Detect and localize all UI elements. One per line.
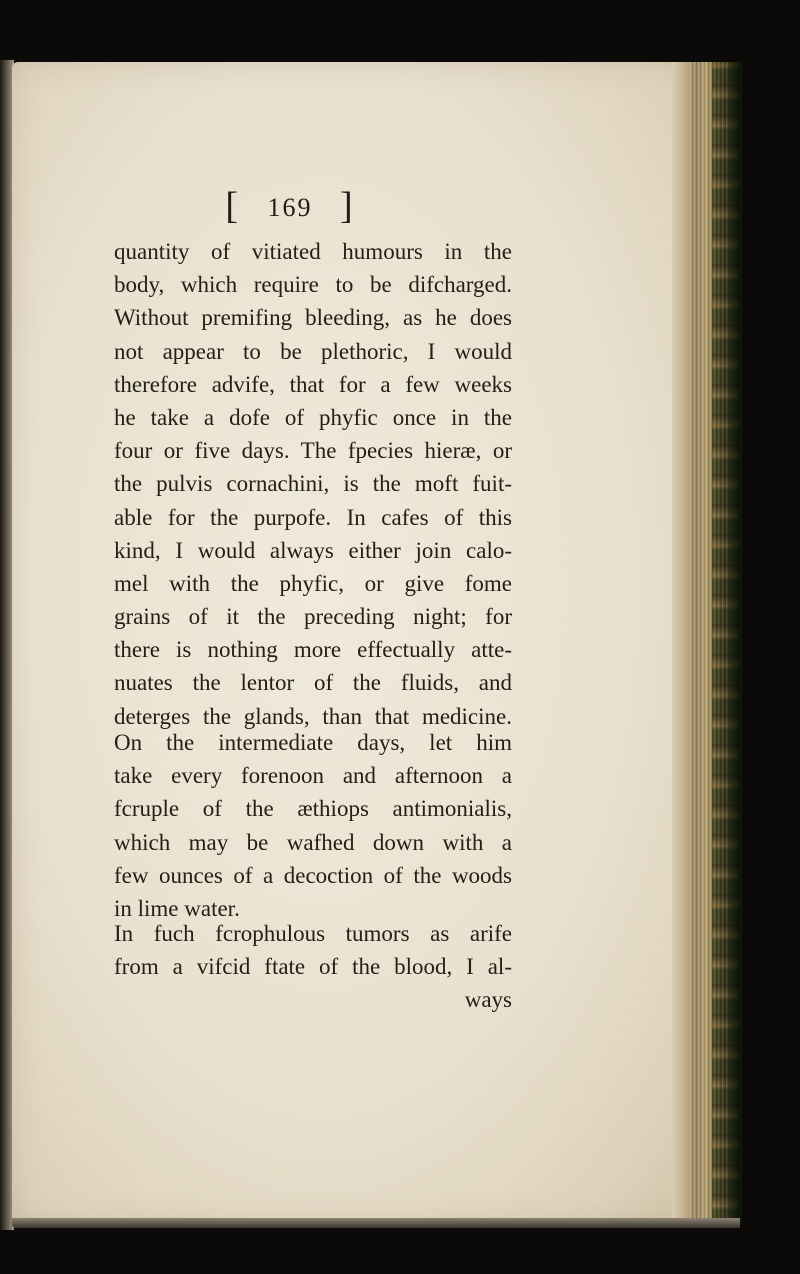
text-line: in lime water. xyxy=(114,895,240,921)
text-line: fcruple of the æthiops antimonialis, xyxy=(114,796,512,822)
text-line: grains of it the preceding night; for xyxy=(114,604,512,630)
text-line: body, which require to be difcharged. xyxy=(114,272,512,298)
paragraph-1 xyxy=(114,235,512,733)
text-line: few ounces of a decoction of the woods xyxy=(114,862,512,888)
text-line: there is nothing more effectually atte- xyxy=(114,637,512,663)
text-line: able for the purpofe. In cafes of this xyxy=(114,504,512,530)
text-line: kind, I would always either join calo- xyxy=(114,537,512,563)
text-line: the pulvis cornachini, is the moft fuit- xyxy=(114,471,512,497)
text-line: therefore advife, that for a few weeks xyxy=(114,371,512,397)
page-number: 169 xyxy=(267,193,313,222)
text-line: not appear to be plethoric, I would xyxy=(114,338,512,364)
text-line: On the intermediate days, let him xyxy=(114,730,512,755)
paragraph-2 xyxy=(114,726,512,925)
header-open-bracket: [ xyxy=(225,185,240,227)
text-line: deterges the glands, than that medicine. xyxy=(114,703,512,729)
text-line: from a vifcid ftate of the blood, I al- xyxy=(114,954,512,980)
catchword: ways xyxy=(464,987,512,1013)
text-line: which may be wafhed down with a xyxy=(114,829,512,855)
paragraph-3 xyxy=(114,917,512,1017)
running-header xyxy=(0,184,580,228)
text-line: four or five days. The fpecies hieræ, or xyxy=(114,438,512,464)
text-line: take every forenoon and afternoon a xyxy=(114,763,512,789)
header-close-bracket: ] xyxy=(340,185,355,227)
page-bottom-edge xyxy=(12,1218,740,1228)
text-line: he take a dofe of phyfic once in the xyxy=(114,404,512,430)
text-line: quantity of vitiated humours in the xyxy=(114,239,512,264)
text-line: mel with the phyfic, or give fome xyxy=(114,570,512,596)
text-line: nuates the lentor of the fluids, and xyxy=(114,670,512,696)
text-line: Without premifing bleeding, as he does xyxy=(114,305,512,331)
text-line: In fuch fcrophulous tumors as arife xyxy=(114,921,512,946)
marbled-edge xyxy=(712,62,740,1224)
